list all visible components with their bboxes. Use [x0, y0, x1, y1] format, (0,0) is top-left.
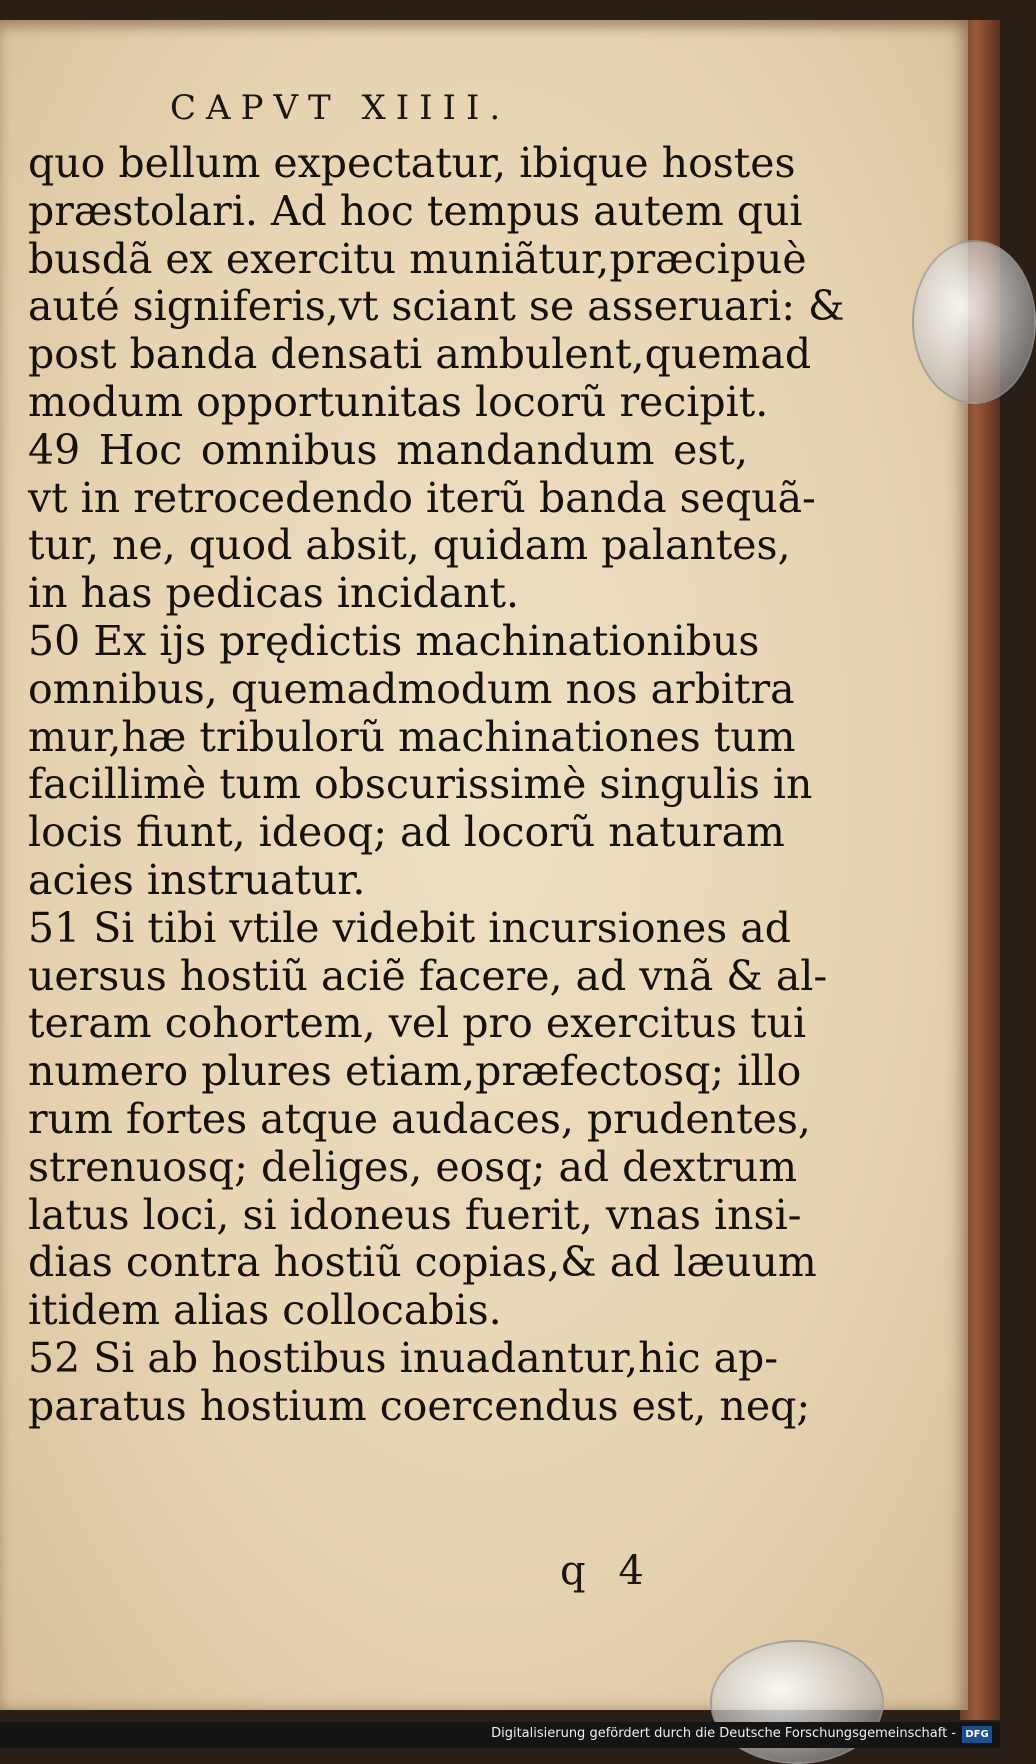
text-line: latus loci, si idoneus fuerit, vnas insi-: [28, 1190, 802, 1239]
text-line: vt in retrocedendo iterũ banda sequã-: [28, 473, 816, 522]
text-line: busdã ex exercitu muniãtur,præcipuè: [28, 234, 807, 283]
text-line: 50 Ex ijs prędictis machinationibus: [28, 616, 760, 665]
text-line: omnibus, quemadmodum nos arbitra: [28, 664, 795, 713]
text-line: strenuosq; deliges, eosq; ad dextrum: [28, 1142, 798, 1191]
text-line: præstolari. Ad hoc tempus autem qui: [28, 186, 803, 235]
text-line: tur, ne, quod absit, quidam palantes,: [28, 521, 791, 570]
digitization-footer: [0, 1722, 1000, 1748]
funding-credit: Digitalisierung gefördert durch die Deutsche Forschungsgemeinschaft -: [491, 1726, 956, 1741]
text-line: itidem alias collocabis.: [28, 1286, 502, 1335]
text-line: numero plures etiam,præfectosq; illo: [28, 1047, 802, 1096]
text-line: locis fiunt, ideoq; ad locorũ naturam: [28, 808, 785, 857]
text-line: 49 Hoc omnibus mandandum est,: [28, 425, 748, 474]
book-page: [0, 20, 968, 1710]
signature-mark: q 4: [560, 1548, 654, 1594]
page-clip-right: [912, 240, 1036, 404]
running-head: CAPVT XIIII.: [170, 88, 511, 128]
text-line: rum fortes atque audaces, prudentes,: [28, 1094, 811, 1143]
text-line: teram cohortem, vel pro exercitus tui: [28, 999, 807, 1048]
text-line: auté signiferis,vt sciant se asseruari: &: [28, 282, 845, 331]
body-text: [28, 139, 845, 1431]
text-line: 52 Si ab hostibus inuadantur,hic ap-: [28, 1333, 779, 1382]
dfg-logo-icon: DFG: [962, 1726, 992, 1743]
text-line: acies instruatur.: [28, 855, 366, 904]
text-line: mur,hæ tribulorũ machinationes tum: [28, 712, 796, 761]
text-line: 51 Si tibi vtile videbit incursiones ad: [28, 903, 791, 952]
text-line: uersus hostiũ aciẽ facere, ad vnã & al-: [28, 951, 828, 1000]
text-line: quo bellum expectatur, ibique hostes: [28, 139, 796, 187]
text-line: paratus hostium coercendus est, neq;: [28, 1381, 811, 1430]
text-line: modum opportunitas locorũ recipit.: [28, 377, 769, 426]
text-line: in has pedicas incidant.: [28, 569, 520, 618]
text-line: post banda densati ambulent,quemad: [28, 330, 812, 379]
text-line: facillimè tum obscurissimè singulis in: [28, 760, 813, 809]
text-line: dias contra hostiũ copias,& ad læuum: [28, 1238, 817, 1287]
